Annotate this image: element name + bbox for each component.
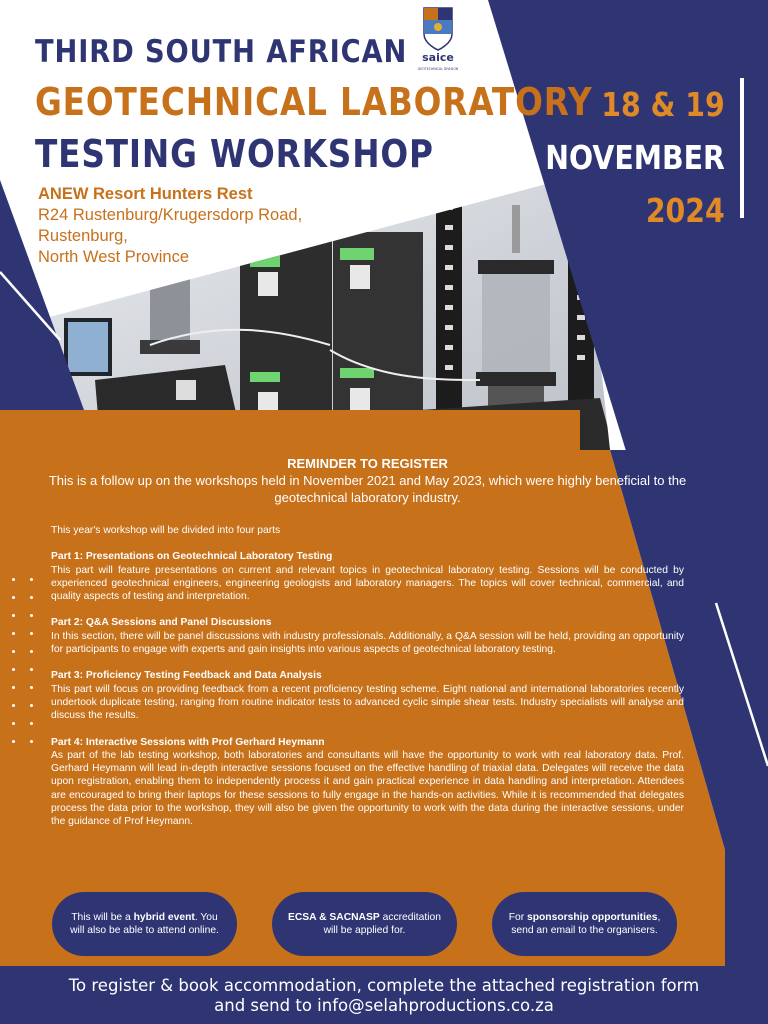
part-2-heading: Part 2: Q&A Sessions and Panel Discussions bbox=[51, 617, 272, 629]
footer-line-1: To register & book accommodation, complete the attached registration form bbox=[68, 976, 700, 995]
title-line-2: GEOTECHNICAL LABORATORY bbox=[35, 80, 593, 124]
event-dates bbox=[516, 78, 725, 237]
part-3-body: This part will focus on providing feedback from a recent proficiency testing scheme. Eight national and international laboratories recently undertook duplicate testing, ranging from routine indicator tests to advanced cyclic simple shear tests. Industry specialists will analyse and discuss the results. bbox=[51, 683, 684, 722]
accreditation-pill: ECSA & SACNASP accreditation will be applied for. bbox=[272, 892, 457, 956]
sponsorship-pill: For sponsorship opportunities, send an email to the organisers. bbox=[492, 892, 677, 956]
parts-intro: This year's workshop will be divided into four parts bbox=[51, 525, 281, 536]
event-year: 2024 bbox=[646, 191, 725, 230]
title-line-3: TESTING WORKSHOP bbox=[35, 132, 434, 176]
reminder-section bbox=[40, 455, 695, 506]
part-3-heading: Part 3: Proficiency Testing Feedback and Data Analysis bbox=[51, 670, 322, 682]
footer-line-2: and send to info@selahproductions.co.za bbox=[214, 996, 554, 1015]
part-1-body: This part will feature presentations on current and relevant topics in geotechnical laboratory testing. Sessions will be conducted by experienced geotechnical engineers, engineering geologists and laboratory managers. The topics will cover technical, commercial, and quality aspects of testing and interpretation. bbox=[51, 564, 684, 603]
title-line-1: THIRD SOUTH AFRICAN bbox=[35, 34, 408, 70]
logo-text: saice bbox=[422, 51, 454, 64]
reminder-text: This is a follow up on the workshops held in November 2021 and May 2023, which were highly beneficial to the geotechnical laboratory industry. bbox=[48, 473, 687, 505]
part-1-heading: Part 1: Presentations on Geotechnical Laboratory Testing bbox=[51, 551, 333, 563]
venue-block bbox=[38, 184, 302, 268]
event-days: 18 & 19 bbox=[601, 85, 725, 124]
hybrid-event-pill: This will be a hybrid event. You will also be able to attend online. bbox=[52, 892, 237, 956]
venue-name: ANEW Resort Hunters Rest bbox=[38, 185, 253, 203]
workshop-parts bbox=[51, 524, 684, 842]
saice-logo bbox=[418, 6, 458, 74]
part-4-body: As part of the lab testing workshop, both laboratories and consultants will have the opportunity to work with real laboratory data. Prof. Gerhard Heymann will lead in-depth interactive sessions focused on the effective handling of triaxial data. Delegates will receive the data upon registration, enabling them to independently process it and gain practical experience in data handling and interpretation. Attendees are encouraged to bring their laptops for these sessions to fully engage in the hands-on activities. While it is recommended that delegates process the data prior to the workshop, they will also be given the opportunity to work with the data during the interactive sessions, under the guidance of Prof Heymann. bbox=[51, 749, 684, 828]
part-4-heading: Part 4: Interactive Sessions with Prof Gerhard Heymann bbox=[51, 736, 325, 748]
logo-subtext: GEOTECHNICAL DIVISION bbox=[418, 67, 458, 71]
reminder-heading: REMINDER TO REGISTER bbox=[287, 456, 448, 471]
registration-footer bbox=[0, 966, 768, 1024]
venue-address-3: North West Province bbox=[38, 248, 189, 266]
part-2-body: In this section, there will be panel discussions with industry professionals. Additionally, a Q&A session will be held, providing an opportunity for participants to engage with experts and gain insights into various aspects of geotechnical laboratory testing. bbox=[51, 630, 684, 656]
date-divider bbox=[740, 78, 744, 218]
event-month: NOVEMBER bbox=[545, 138, 725, 177]
venue-address-1: R24 Rustenburg/Krugersdorp Road, bbox=[38, 206, 303, 224]
venue-address-2: Rustenburg, bbox=[38, 227, 128, 245]
